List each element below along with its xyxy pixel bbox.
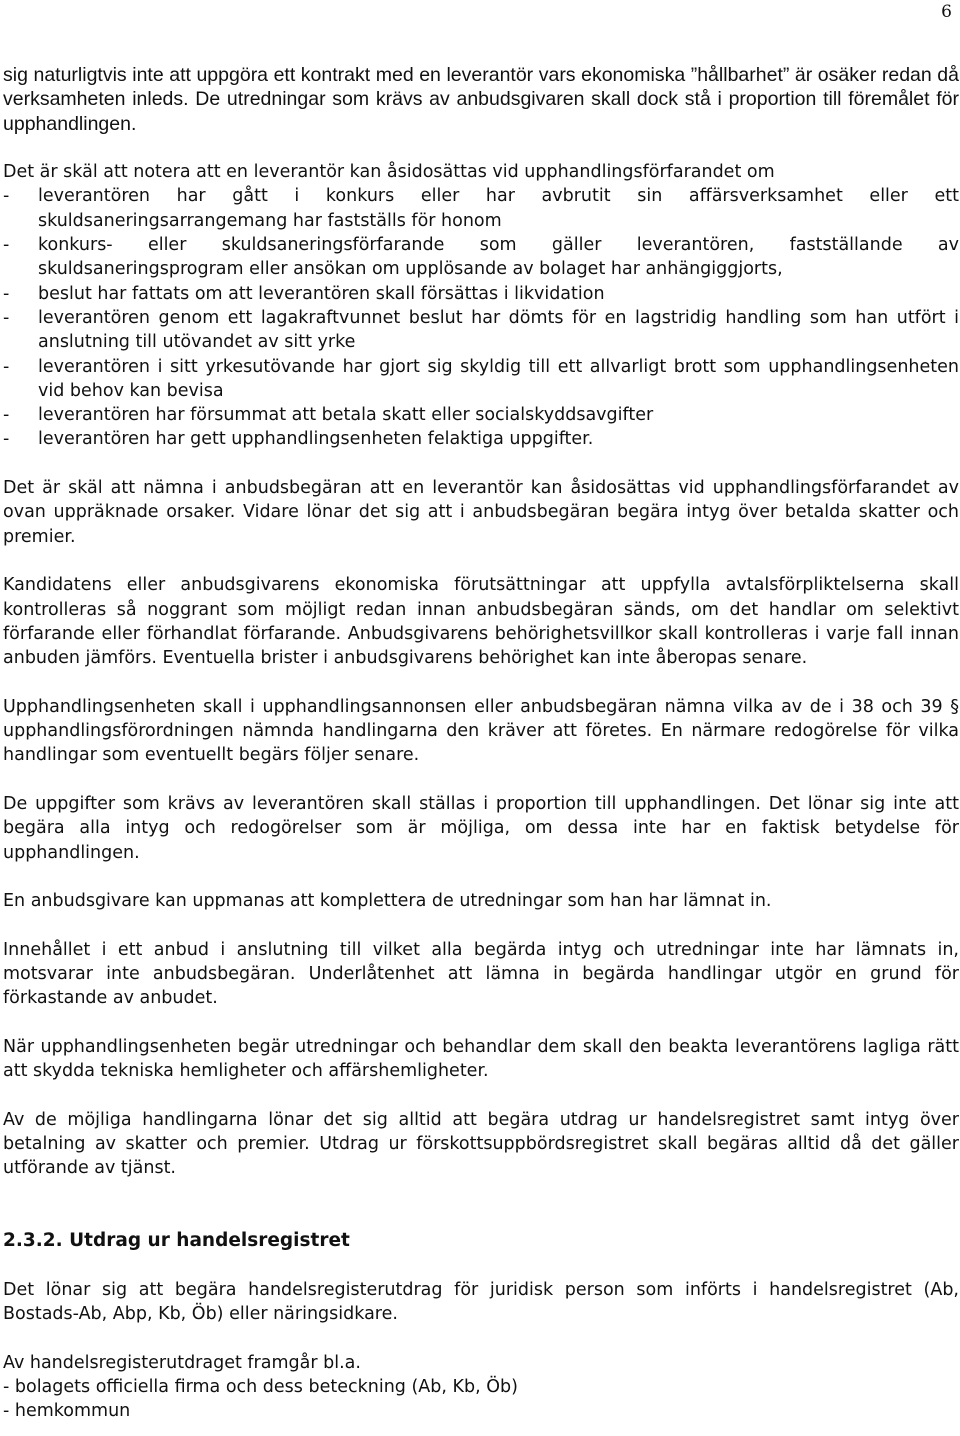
paragraph-4: Kandidatens eller anbudsgivarens ekonomiska förutsättningar att uppfylla avtalsförpliktelserna skall kontrolleras så noggrant som möjligt redan innan anbudsbegäran sänds, om det handlar om selektivt förfarande eller förhandlat förfarande. Anbudsgivarens behörighetsvillkor skall kontrolleras i varje fall innan anbuden jämförs. Eventuella brister i anbudsgivarens behörighet kan inte åberopas senare. [3, 575, 959, 669]
section-line: - bolagets officiella firma och dess beteckning (Ab, Kb, Öb) [3, 1377, 518, 1398]
paragraph-6: De uppgifter som krävs av leverantören skall ställas i proportion till upphandlingen. Det lönar sig inte att begära alla intyg och redogörelser som är möjliga, om dessa inte har en faktisk betydelse för upphandlingen. [3, 793, 959, 863]
list-item: - leverantören i sitt yrkesutövande har gjort sig skyldig till ett allvarligt brott som upphandlingsenheten vid behov kan bevisa [3, 355, 959, 404]
paragraph-3: Det är skäl att nämna i anbudsbegäran att en leverantör kan åsidosättas vid upphandlingsförfarandet av ovan uppräknade orsaker. Vidare lönar det sig att i anbudsbegäran begära intyg över betalda skatter och premier. [3, 478, 959, 547]
list-item: - leverantören har gått i konkurs eller har avbrutit sin affärsverksamhet eller ett skuldsaneringsarrangemang har fastställs för honom [3, 184, 959, 233]
paragraph-2-intro: Det är skäl att notera att en leverantör kan åsidosättas vid upphandlingsförfarandet om [3, 162, 775, 183]
section-heading: 2.3.2. Utdrag ur handelsregistret [3, 1230, 350, 1252]
section-paragraph-1: Det lönar sig att begära handelsregisterutdrag för juridisk person som införts i handelsregistret (Ab, Bostads-Ab, Abp, Kb, Öb) eller näringsidkare. [3, 1279, 959, 1325]
list-item: - leverantören har gett upphandlingsenheten felaktiga uppgifter. [3, 427, 959, 451]
paragraph-5: Upphandlingsenheten skall i upphandlingsannonsen eller anbudsbegäran nämna vilka av de i 38 och 39 § upphandlingsförordningen nämnda handlingarna den kräver att företes. En närmare redogörelse för vilka handlingar som eventuellt begärs följer senare. [3, 696, 959, 766]
section-line: - hemkommun [3, 1401, 131, 1422]
paragraph-8: Innehållet i ett anbud i anslutning till vilket alla begärda intyg och utredningar inte har lämnats in, motsvarar inte anbudsbegäran. Underlåtenhet att lämna in begärda handlingar utgör en grund för förkastande av anbudet. [3, 939, 959, 1009]
section-paragraph-2 [3, 1351, 959, 1424]
paragraph-9: När upphandlingsenheten begär utredningar och behandlar dem skall den beakta leverantörens lagliga rätt att skydda tekniska hemligheter och affärshemligheter. [3, 1036, 959, 1082]
paragraph-1: sig naturligtvis inte att uppgöra ett kontrakt med en leverantör vars ekonomiska ”hållbarhet” är osäker redan då verksamheten inleds. De utredningar som krävs av anbudsgivaren skall dock stå i proportion till föremålet för upphandlingen. [3, 64, 959, 135]
document-body [3, 63, 959, 1424]
page-number: 6 [941, 2, 952, 22]
paragraph-7: En anbudsgivare kan uppmanas att komplettera de utredningar som han har lämnat in. [3, 891, 772, 912]
list-item: - beslut har fattats om att leverantören skall försättas i likvidation [3, 282, 959, 306]
paragraph-10: Av de möjliga handlingarna lönar det sig alltid att begära utdrag ur handelsregistret samt intyg över betalning av skatter och premier. Utdrag ur förskottsuppbördsregistret skall begäras alltid då det gäller utförande av tjänst. [3, 1109, 959, 1179]
exclusion-criteria-list [3, 184, 959, 451]
section-line: Av handelsregisterutdraget framgår bl.a. [3, 1352, 361, 1373]
list-item: - leverantören har försummat att betala skatt eller socialskyddsavgifter [3, 403, 959, 427]
list-item: - leverantören genom ett lagakraftvunnet beslut har dömts för en lagstridig handling som han utfört i anslutning till utövandet av sitt yrke [3, 306, 959, 355]
list-item: - konkurs- eller skuldsaneringsförfarande som gäller leverantören, fastställande av skuldsaneringsprogram eller ansökan om upplösande av bolaget har anhängiggjorts, [3, 233, 959, 282]
